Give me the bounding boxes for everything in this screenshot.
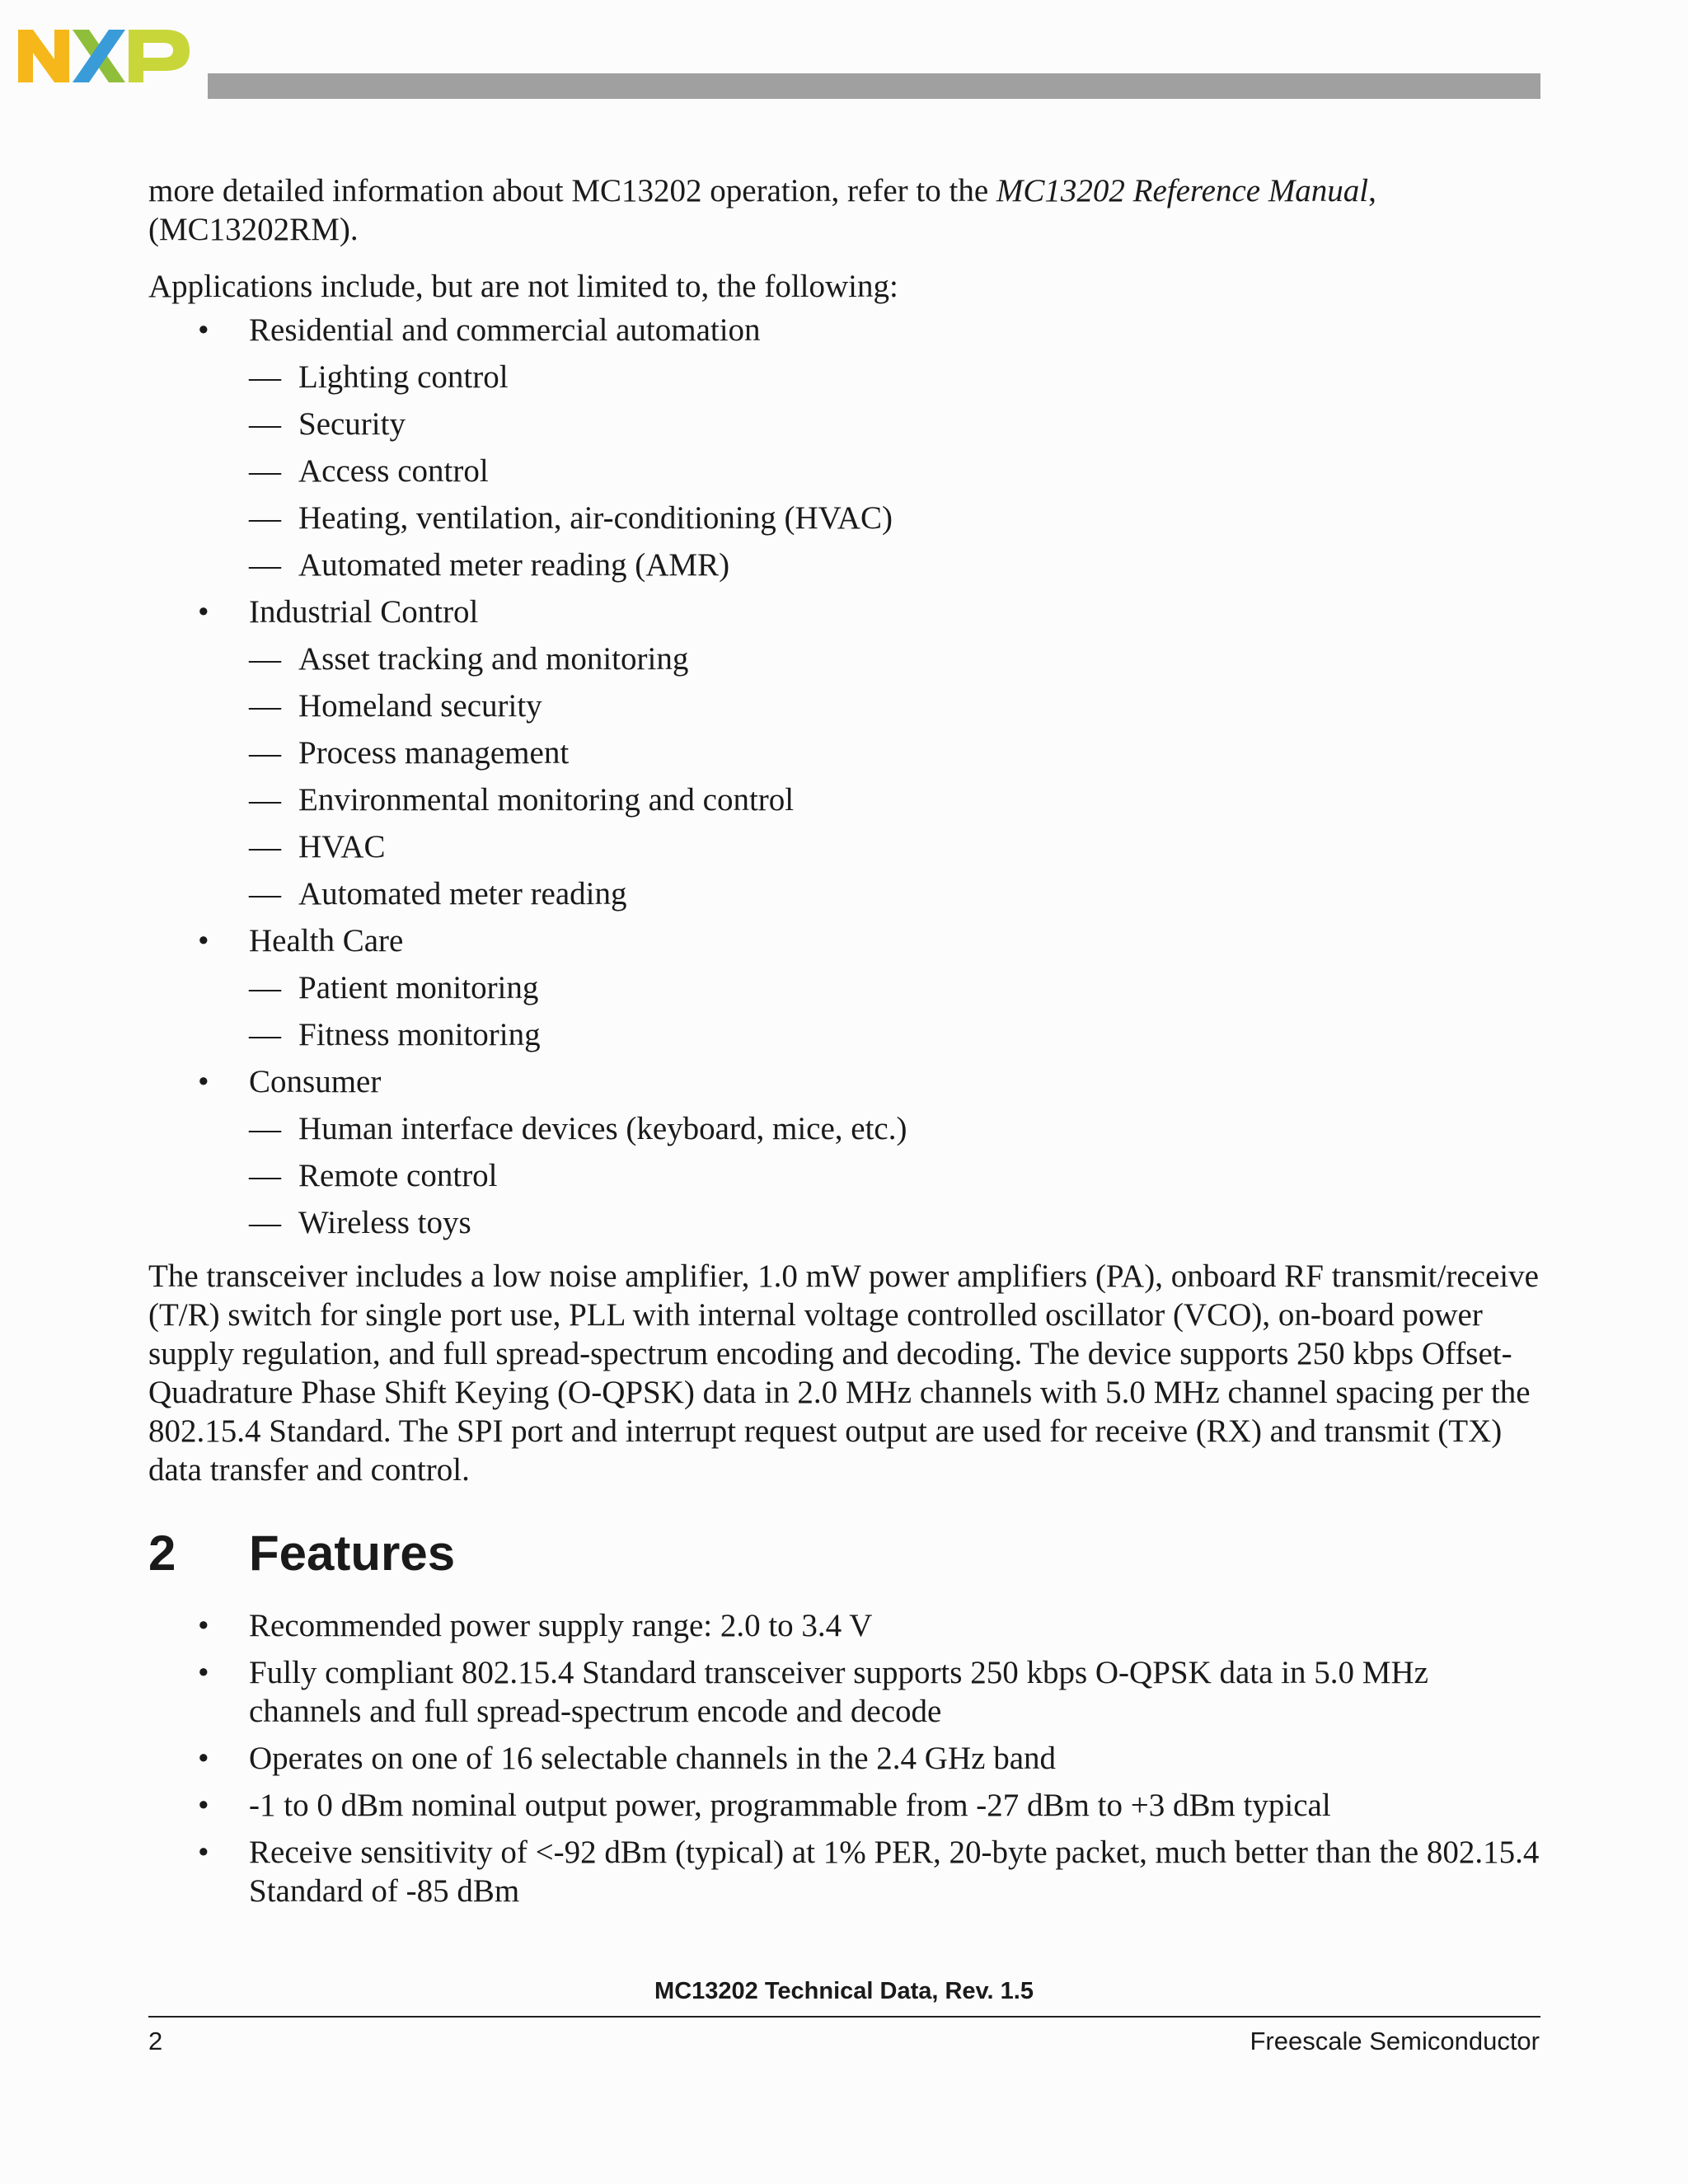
sub-application-label: Remote control [298, 1158, 498, 1193]
sub-application-label: Access control [298, 453, 489, 489]
bullet-icon: • [198, 1835, 209, 1870]
bullet-icon: • [198, 1788, 209, 1823]
sub-application-item [148, 405, 1541, 443]
sub-application-item [148, 780, 1541, 819]
sub-application-label: Lighting control [298, 359, 509, 395]
sub-application-item [148, 546, 1541, 584]
dash-icon: — [249, 1205, 281, 1240]
applications-list [148, 311, 1541, 1242]
transceiver-paragraph: The transceiver includes a low noise amplifier, 1.0 mW power amplifiers (PA), onboard RF transmit/receive (T/R) switch for single port use, PLL with internal voltage controlled oscillator (VCO), on-board power supply regulation, and full spread-spectrum encoding and decoding. The device supports 250 kbps Offset-Quadrature Phase Shift Keying (O-QPSK) data in 2.0 MHz channels with 5.0 MHz channel spacing per the 802.15.4 Standard. The SPI port and interrupt request output are used for receive (RX) and transmit (TX) data transfer and control. [148, 1258, 1539, 1488]
category-label: Industrial Control [249, 594, 479, 630]
feature-text: Receive sensitivity of <-92 dBm (typical) at 1% PER, 20-byte packet, much better than the 802.15.4 Standard of -85 dBm [249, 1835, 1540, 1909]
dash-icon: — [249, 1158, 281, 1193]
logo-p-shape [129, 30, 190, 82]
category-label: Consumer [249, 1064, 382, 1099]
feature-text: Recommended power supply range: 2.0 to 3.4 V [249, 1608, 873, 1643]
bullet-icon: • [198, 1064, 209, 1099]
intro-text-after: , (MC13202RM). [148, 173, 1376, 247]
sub-application-list [148, 640, 1541, 913]
sub-application-item [148, 452, 1541, 490]
sub-application-list [148, 358, 1541, 584]
feature-text: Operates on one of 16 selectable channels in the 2.4 GHz band [249, 1741, 1056, 1776]
sub-application-label: Security [298, 406, 406, 442]
sub-application-label: HVAC [298, 829, 386, 865]
applications-lead: Applications include, but are not limited to, the following: [148, 269, 898, 304]
sub-application-label: Wireless toys [298, 1205, 471, 1240]
dash-icon: — [249, 970, 281, 1005]
bullet-icon: • [198, 923, 209, 958]
category-label: Health Care [249, 923, 404, 958]
sub-application-label: Automated meter reading (AMR) [298, 547, 730, 583]
sub-application-label: Process management [298, 735, 570, 771]
sub-application-label: Heating, ventilation, air-conditioning (HVAC) [298, 500, 893, 536]
sub-application-item [148, 827, 1541, 866]
logo-n-shape [18, 30, 69, 82]
dash-icon: — [249, 641, 281, 677]
dash-icon: — [249, 1017, 281, 1052]
feature-text: Fully compliant 802.15.4 Standard transceiver supports 250 kbps O-QPSK data in 5.0 MHz channels and full spread-spectrum encode and decode [249, 1655, 1428, 1729]
page-content [148, 171, 1541, 1919]
sub-application-item [148, 687, 1541, 725]
dash-icon: — [249, 829, 281, 865]
dash-icon: — [249, 406, 281, 442]
sub-application-item [148, 874, 1541, 913]
footer-page-number: 2 [148, 2027, 163, 2055]
footer-company: Freescale Semiconductor [1250, 2027, 1540, 2055]
dash-icon: — [249, 1111, 281, 1146]
dash-icon: — [249, 500, 281, 536]
dash-icon: — [249, 453, 281, 489]
sub-application-list [148, 968, 1541, 1054]
bullet-icon: • [198, 1608, 209, 1643]
features-list [148, 1606, 1541, 1910]
sub-application-item [148, 733, 1541, 772]
dash-icon: — [249, 547, 281, 583]
bullet-icon: • [198, 1655, 209, 1690]
nxp-logo [18, 23, 191, 87]
sub-application-label: Automated meter reading [298, 876, 627, 912]
sub-application-item [148, 499, 1541, 537]
intro-paragraph [148, 171, 1541, 249]
footer-rule [148, 2016, 1540, 2018]
sub-application-item [148, 640, 1541, 678]
header-bar [208, 73, 1540, 99]
sub-application-label: Patient monitoring [298, 970, 539, 1005]
feature-item [148, 1653, 1541, 1731]
application-category [148, 311, 1541, 584]
application-category [148, 1062, 1541, 1242]
sub-application-label: Asset tracking and monitoring [298, 641, 689, 677]
application-category [148, 593, 1541, 913]
sub-application-label: Fitness monitoring [298, 1017, 541, 1052]
sub-application-item [148, 1109, 1541, 1148]
dash-icon: — [249, 782, 281, 818]
section-heading [148, 1524, 1541, 1583]
sub-application-item [148, 358, 1541, 396]
bullet-icon: • [198, 594, 209, 630]
manual-title: MC13202 Reference Manual [996, 173, 1369, 209]
sub-application-item [148, 968, 1541, 1007]
dash-icon: — [249, 688, 281, 724]
footer-doc-title: MC13202 Technical Data, Rev. 1.5 [654, 1978, 1034, 2004]
feature-item [148, 1739, 1541, 1778]
sub-application-item [148, 1156, 1541, 1195]
bullet-icon: • [198, 312, 209, 348]
feature-item [148, 1786, 1541, 1825]
sub-application-item [148, 1203, 1541, 1242]
application-category [148, 921, 1541, 1054]
feature-item [148, 1833, 1541, 1910]
intro-text-before: more detailed information about MC13202 operation, refer to the [148, 173, 996, 209]
bullet-icon: • [198, 1741, 209, 1776]
category-label: Residential and commercial automation [249, 312, 761, 348]
sub-application-list [148, 1109, 1541, 1242]
sub-application-label: Human interface devices (keyboard, mice, etc.) [298, 1111, 907, 1146]
section-title: Features [249, 1526, 456, 1581]
sub-application-label: Homeland security [298, 688, 542, 724]
feature-item [148, 1606, 1541, 1645]
sub-application-item [148, 1015, 1541, 1054]
section-number: 2 [148, 1526, 176, 1581]
dash-icon: — [249, 876, 281, 912]
sub-application-label: Environmental monitoring and control [298, 782, 795, 818]
dash-icon: — [249, 735, 281, 771]
feature-text: -1 to 0 dBm nominal output power, programmable from -27 dBm to +3 dBm typical [249, 1788, 1331, 1823]
dash-icon: — [249, 359, 281, 395]
